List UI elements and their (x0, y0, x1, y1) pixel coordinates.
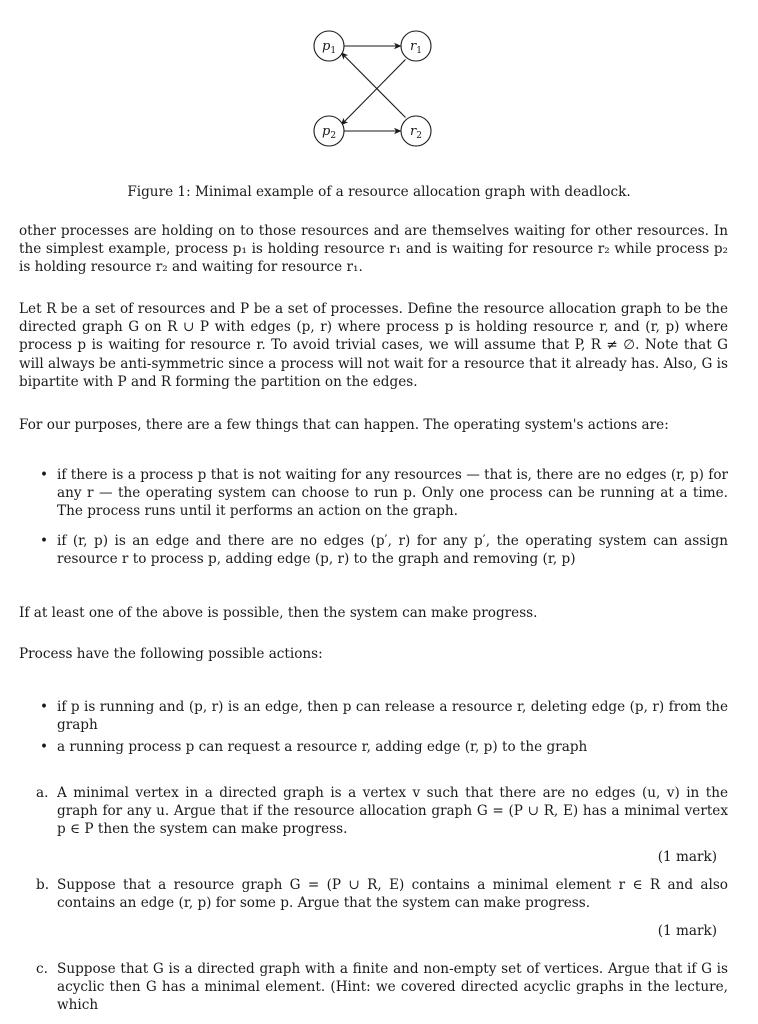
list-item: • if (r, p) is an edge and there are no edges (p′, r) for any p′, the operating system can assign resource r to process p, adding edge (p, r) to the graph and removing (r, p) (40, 532, 728, 568)
svg-text:p2: $p_2$ (322, 124, 337, 141)
question-label: b. (36, 877, 50, 893)
question-b-mark: (1 mark) (657, 923, 717, 939)
node-p1 (314, 31, 344, 61)
question-text: A minimal vertex in a directed graph is a vertex v such that there are no edges (u, v) in the graph for any u. Argue that if the resource allocation graph G = (P ∪ R, E) has a minimal vertex p ∈ P then the system can make progress. (57, 785, 728, 838)
edge-r1-p2 (341, 60, 406, 126)
resource-allocation-graph-figure (300, 28, 440, 158)
question-label: a. (36, 785, 49, 801)
question-text: Suppose that a resource graph G = (P ∪ R, E) contains a minimal element r ∈ R and also contains an edge (r, p) for some p. Argue that the system can make progress. (57, 877, 728, 912)
edge-r2-p1 (341, 53, 406, 118)
question-a (36, 784, 728, 839)
os-actions-list (40, 466, 728, 568)
node-p2 (314, 116, 344, 146)
figure-caption: Figure 1: Minimal example of a resource allocation graph with deadlock. (127, 184, 631, 200)
paragraph-process-intro: Process have the following possible actions: (19, 646, 323, 662)
paragraph-os-intro: For our purposes, there are a few things that can happen. The operating system's actions are: (19, 417, 669, 433)
paragraph-definition: Let R be a set of resources and P be a set of processes. Define the resource allocation graph to be the directed graph G on R ∪ P with edges (p, r) where process p is holding resource r, and (r, p) where process p is waiting for resource r. To avoid trivial cases, we will assume that P, R ≠ ∅. Note that G will always be anti-symmetric since a process will not wait for a resource that it already has. Also, G is bipartite with P and R forming the partition on the edges. (19, 301, 728, 390)
node-r2 (401, 116, 431, 146)
list-item: • a running process p can request a resource r, adding edge (r, p) to the graph (40, 738, 728, 756)
svg-text:p1: $p_1$ (322, 39, 337, 56)
paragraph-progress: If at least one of the above is possible, then the system can make progress. (19, 605, 538, 621)
svg-text:r2: $r_2$ (410, 124, 422, 141)
node-r1 (401, 31, 431, 61)
question-label: c. (36, 961, 48, 977)
question-text: Suppose that G is a directed graph with a finite and non-empty set of vertices. Argue that if G is acyclic then G has a minimal element. (Hint: we covered directed acyclic graphs in the lecture, which (57, 961, 728, 1014)
list-item: • if p is running and (p, r) is an edge, then p can release a resource r, deleting edge (p, r) from the graph (40, 698, 728, 734)
process-actions-list (40, 698, 728, 757)
question-c (36, 960, 728, 1015)
question-b (36, 876, 728, 912)
paragraph-deadlock-example: other processes are holding on to those resources and are themselves waiting for other resources. In the simplest example, process p₁ is holding resource r₁ and is waiting for resource r₂ while process p₂ is holding resource r₂ and waiting for resource r₁. (19, 223, 728, 276)
list-item: • if there is a process p that is not waiting for any resources — that is, there are no edges (r, p) for any r — the operating system can choose to run p. Only one process can be running at a time. The process runs until it performs an action on the graph. (40, 466, 728, 521)
question-a-mark: (1 mark) (657, 849, 717, 865)
svg-text:r1: $r_1$ (410, 39, 422, 56)
